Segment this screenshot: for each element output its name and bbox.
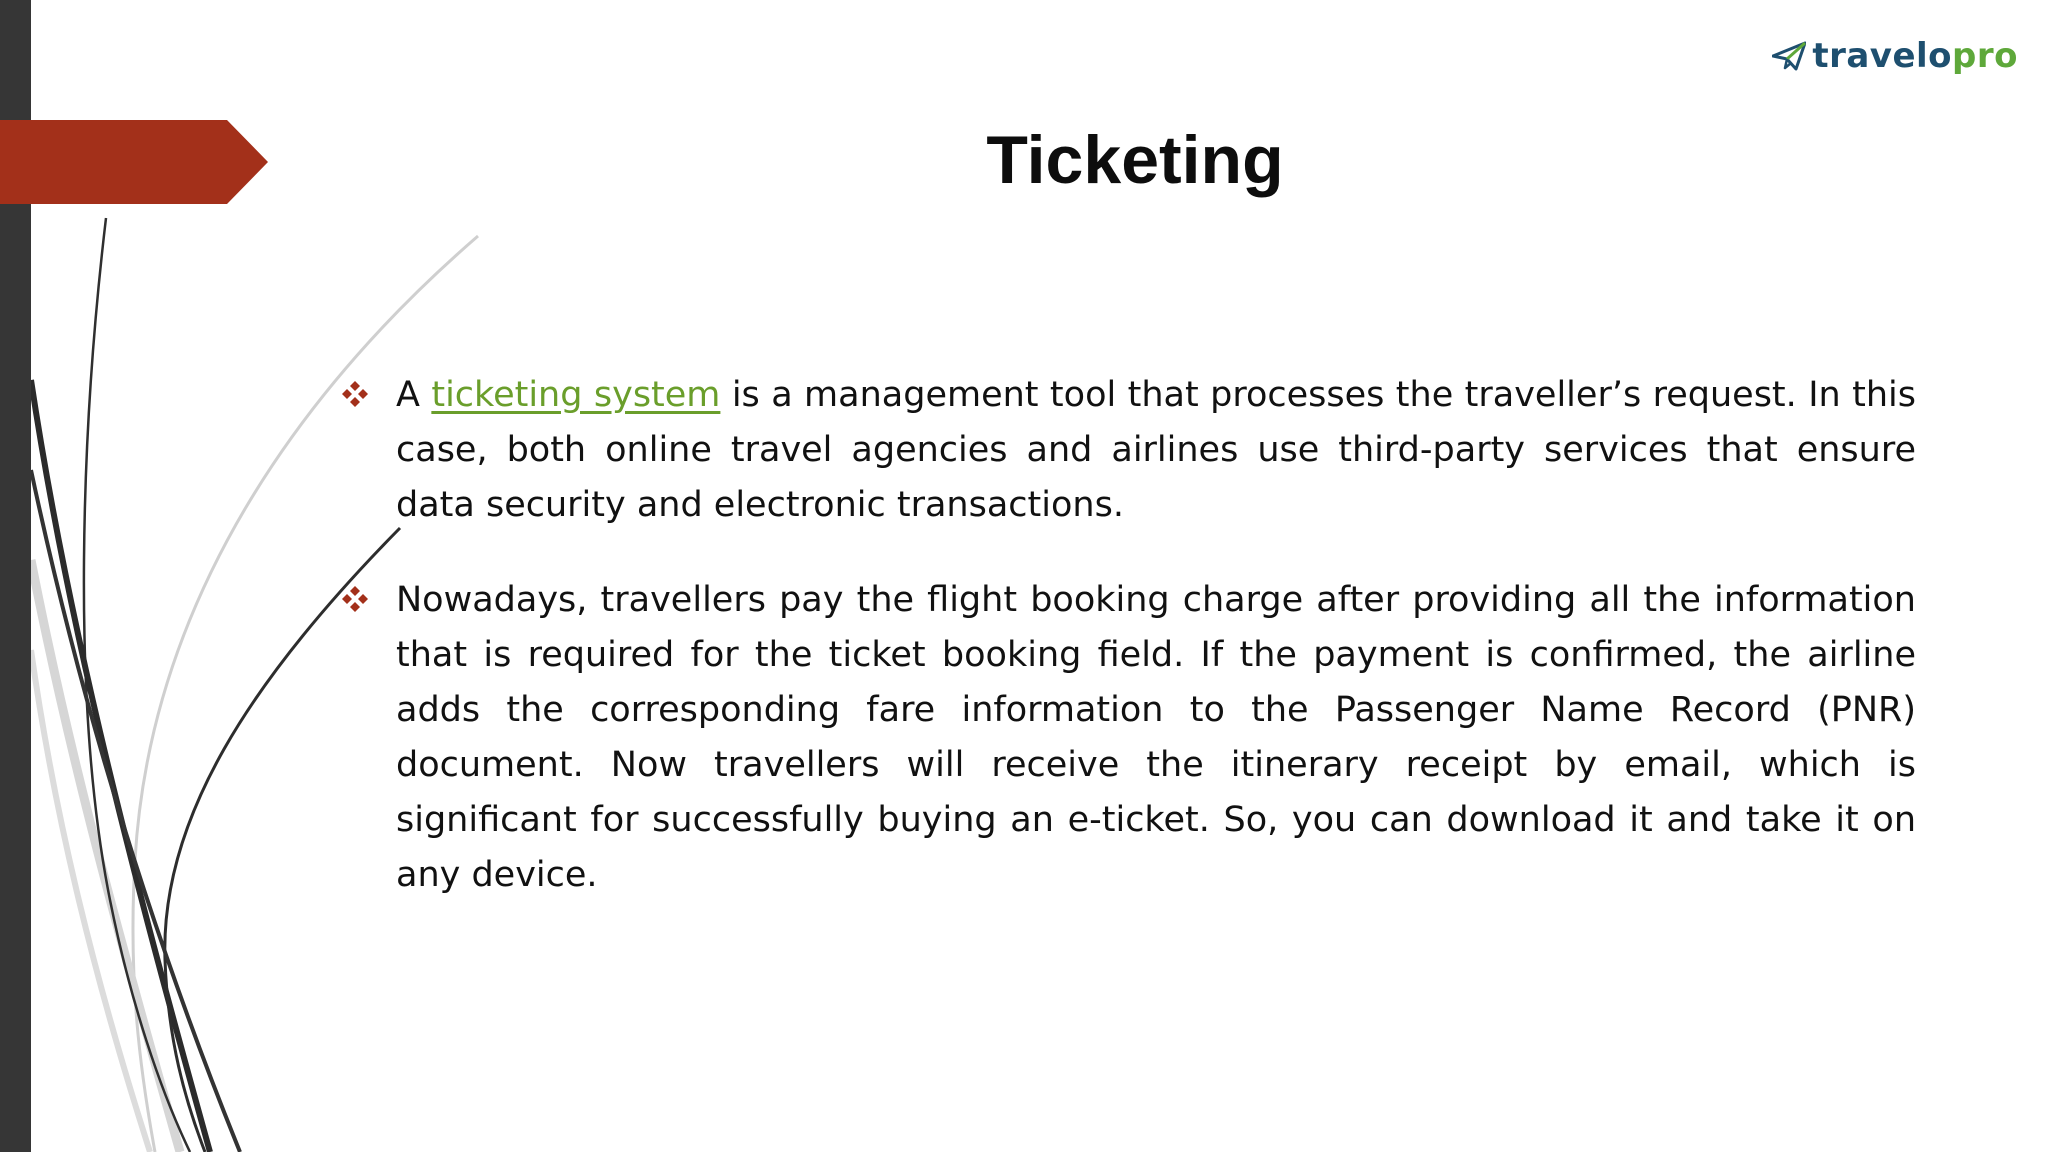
curve-dark-2 xyxy=(31,380,210,1152)
bullet-list xyxy=(396,368,1916,943)
curve-light-2 xyxy=(31,560,180,1152)
bullet-item-1 xyxy=(396,368,1916,533)
paper-plane-icon xyxy=(1772,41,1806,71)
curve-dark-3 xyxy=(165,528,400,1152)
slide-title: Ticketing xyxy=(986,122,1284,198)
bullet-1-lead: A xyxy=(396,375,432,415)
four-diamond-bullet-icon xyxy=(340,584,370,614)
four-diamond-bullet-icon xyxy=(340,379,370,409)
logo-wordmark xyxy=(1812,36,2018,76)
ticketing-system-link[interactable]: ticketing system xyxy=(431,375,721,415)
logo-brand-accent: pro xyxy=(1952,36,2018,76)
bullet-2-text: Nowadays, travellers pay the flight booking charge after providing all the information that is required for the ticket booking field. If the payment is confirmed, the airline adds the corresponding fare information to the Passenger Name Record (PNR) document. Now travellers will receive the itinerary receipt by email, which is significant for successfully buying an e-ticket. So, you can download it and take it on any device. xyxy=(396,580,1916,895)
bullet-1-rest: is a management tool that processes the traveller’s request. In this case, both online travel agencies and airlines use third-party services that ensure data security and electronic transactions. xyxy=(396,375,1916,525)
travelopro-logo xyxy=(1772,36,2018,76)
bullet-item-2 xyxy=(396,573,1916,903)
logo-brand-main: travelo xyxy=(1812,36,1953,76)
